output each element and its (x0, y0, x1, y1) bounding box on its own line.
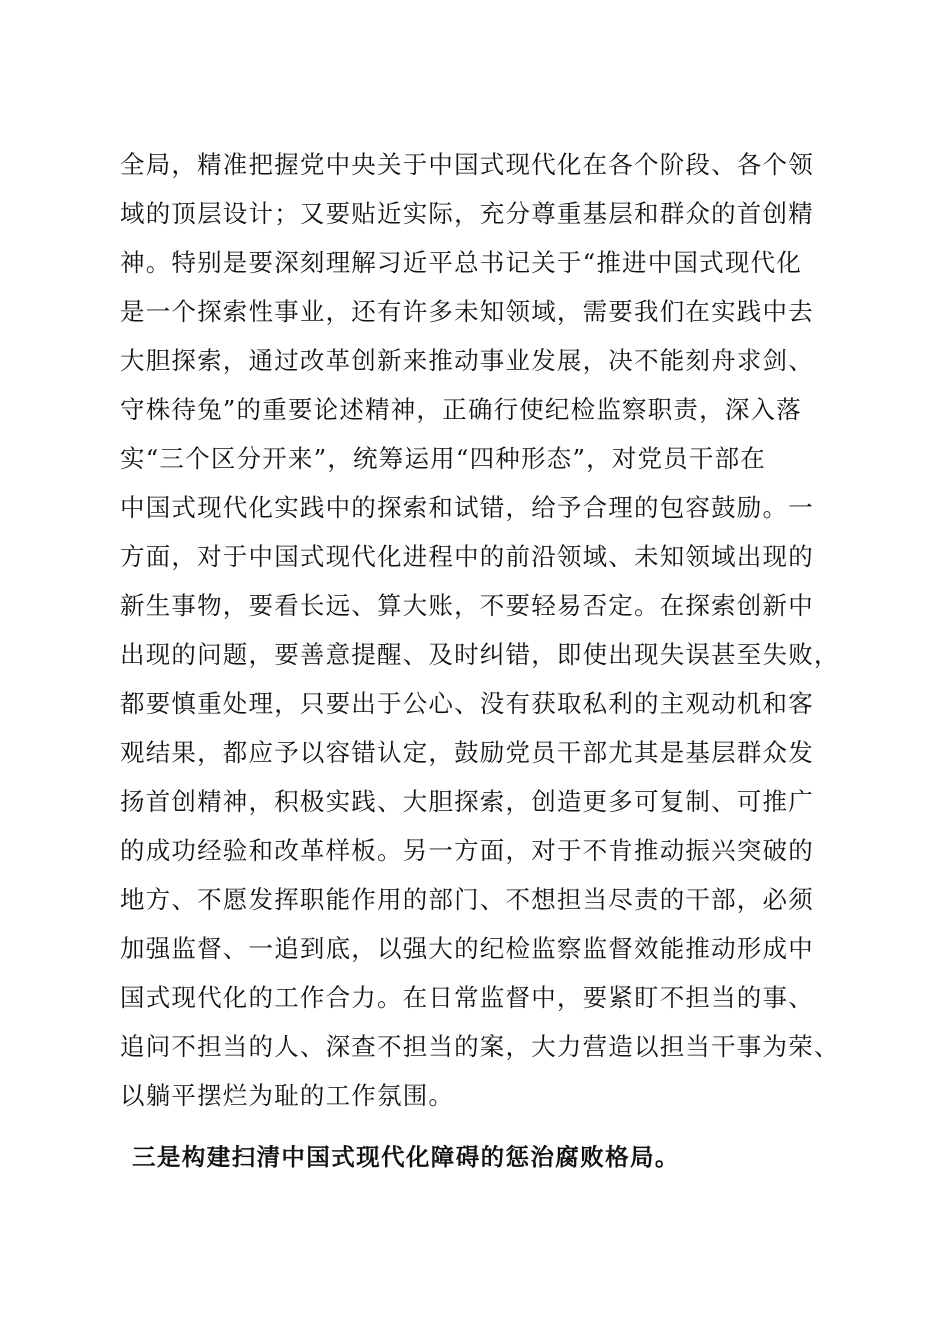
paragraph-line: 实“三个区分开来”，统筹运用“四种形态”，对党员干部在 (120, 444, 766, 473)
paragraph-line: 加强监督、一追到底，以强大的纪检监察监督效能推动形成中 (120, 934, 814, 963)
paragraph-line: 守株待兔”的重要论述精神，正确行使纪检监察职责，深入落 (120, 395, 802, 424)
paragraph-line: 中国式现代化实践中的探索和试错，给予合理的包容鼓励。一 (120, 493, 814, 522)
paragraph-line: 地方、不愿发挥职能作用的部门、不想担当尽责的干部，必须 (120, 885, 814, 914)
paragraph-line: 扬首创精神，积极实践、大胆探索，创造更多可复制、可推广 (120, 787, 814, 816)
paragraph-line: 国式现代化的工作合力。在日常监督中，要紧盯不担当的事、 (120, 983, 814, 1012)
paragraph-line: 都要慎重处理，只要出于公心、没有获取私利的主观动机和客 (120, 689, 814, 718)
body-paragraph (120, 140, 850, 1120)
paragraph-line: 是一个探索性事业，还有许多未知领域，需要我们在实践中去 (120, 297, 814, 326)
paragraph-line: 方面，对于中国式现代化进程中的前沿领域、未知领域出现的 (120, 542, 814, 571)
paragraph-line: 出现的问题，要善意提醒、及时纠错，即使出现失误甚至失败， (120, 640, 840, 669)
paragraph-line: 神。特别是要深刻理解习近平总书记关于“推进中国式现代化 (120, 248, 802, 277)
paragraph-line: 以躺平摆烂为耻的工作氛围。 (120, 1081, 455, 1110)
paragraph-line: 大胆探索，通过改革创新来推动事业发展，决不能刻舟求剑、 (120, 346, 814, 375)
paragraph-line: 的成功经验和改革样板。另一方面，对于不肯推动振兴突破的 (120, 836, 814, 865)
paragraph-line: 追问不担当的人、深查不担当的案，大力营造以担当干事为荣、 (120, 1032, 840, 1061)
section-heading: 三是构建扫清中国式现代化障碍的惩治腐败格局。 (132, 1143, 680, 1171)
paragraph-line: 全局，精准把握党中央关于中国式现代化在各个阶段、各个领 (120, 150, 814, 179)
paragraph-line: 新生事物，要看长远、算大账，不要轻易否定。在探索创新中 (120, 591, 814, 620)
paragraph-line: 观结果，都应予以容错认定，鼓励党员干部尤其是基层群众发 (120, 738, 814, 767)
paragraph-line: 域的顶层设计；又要贴近实际，充分尊重基层和群众的首创精 (120, 199, 814, 228)
